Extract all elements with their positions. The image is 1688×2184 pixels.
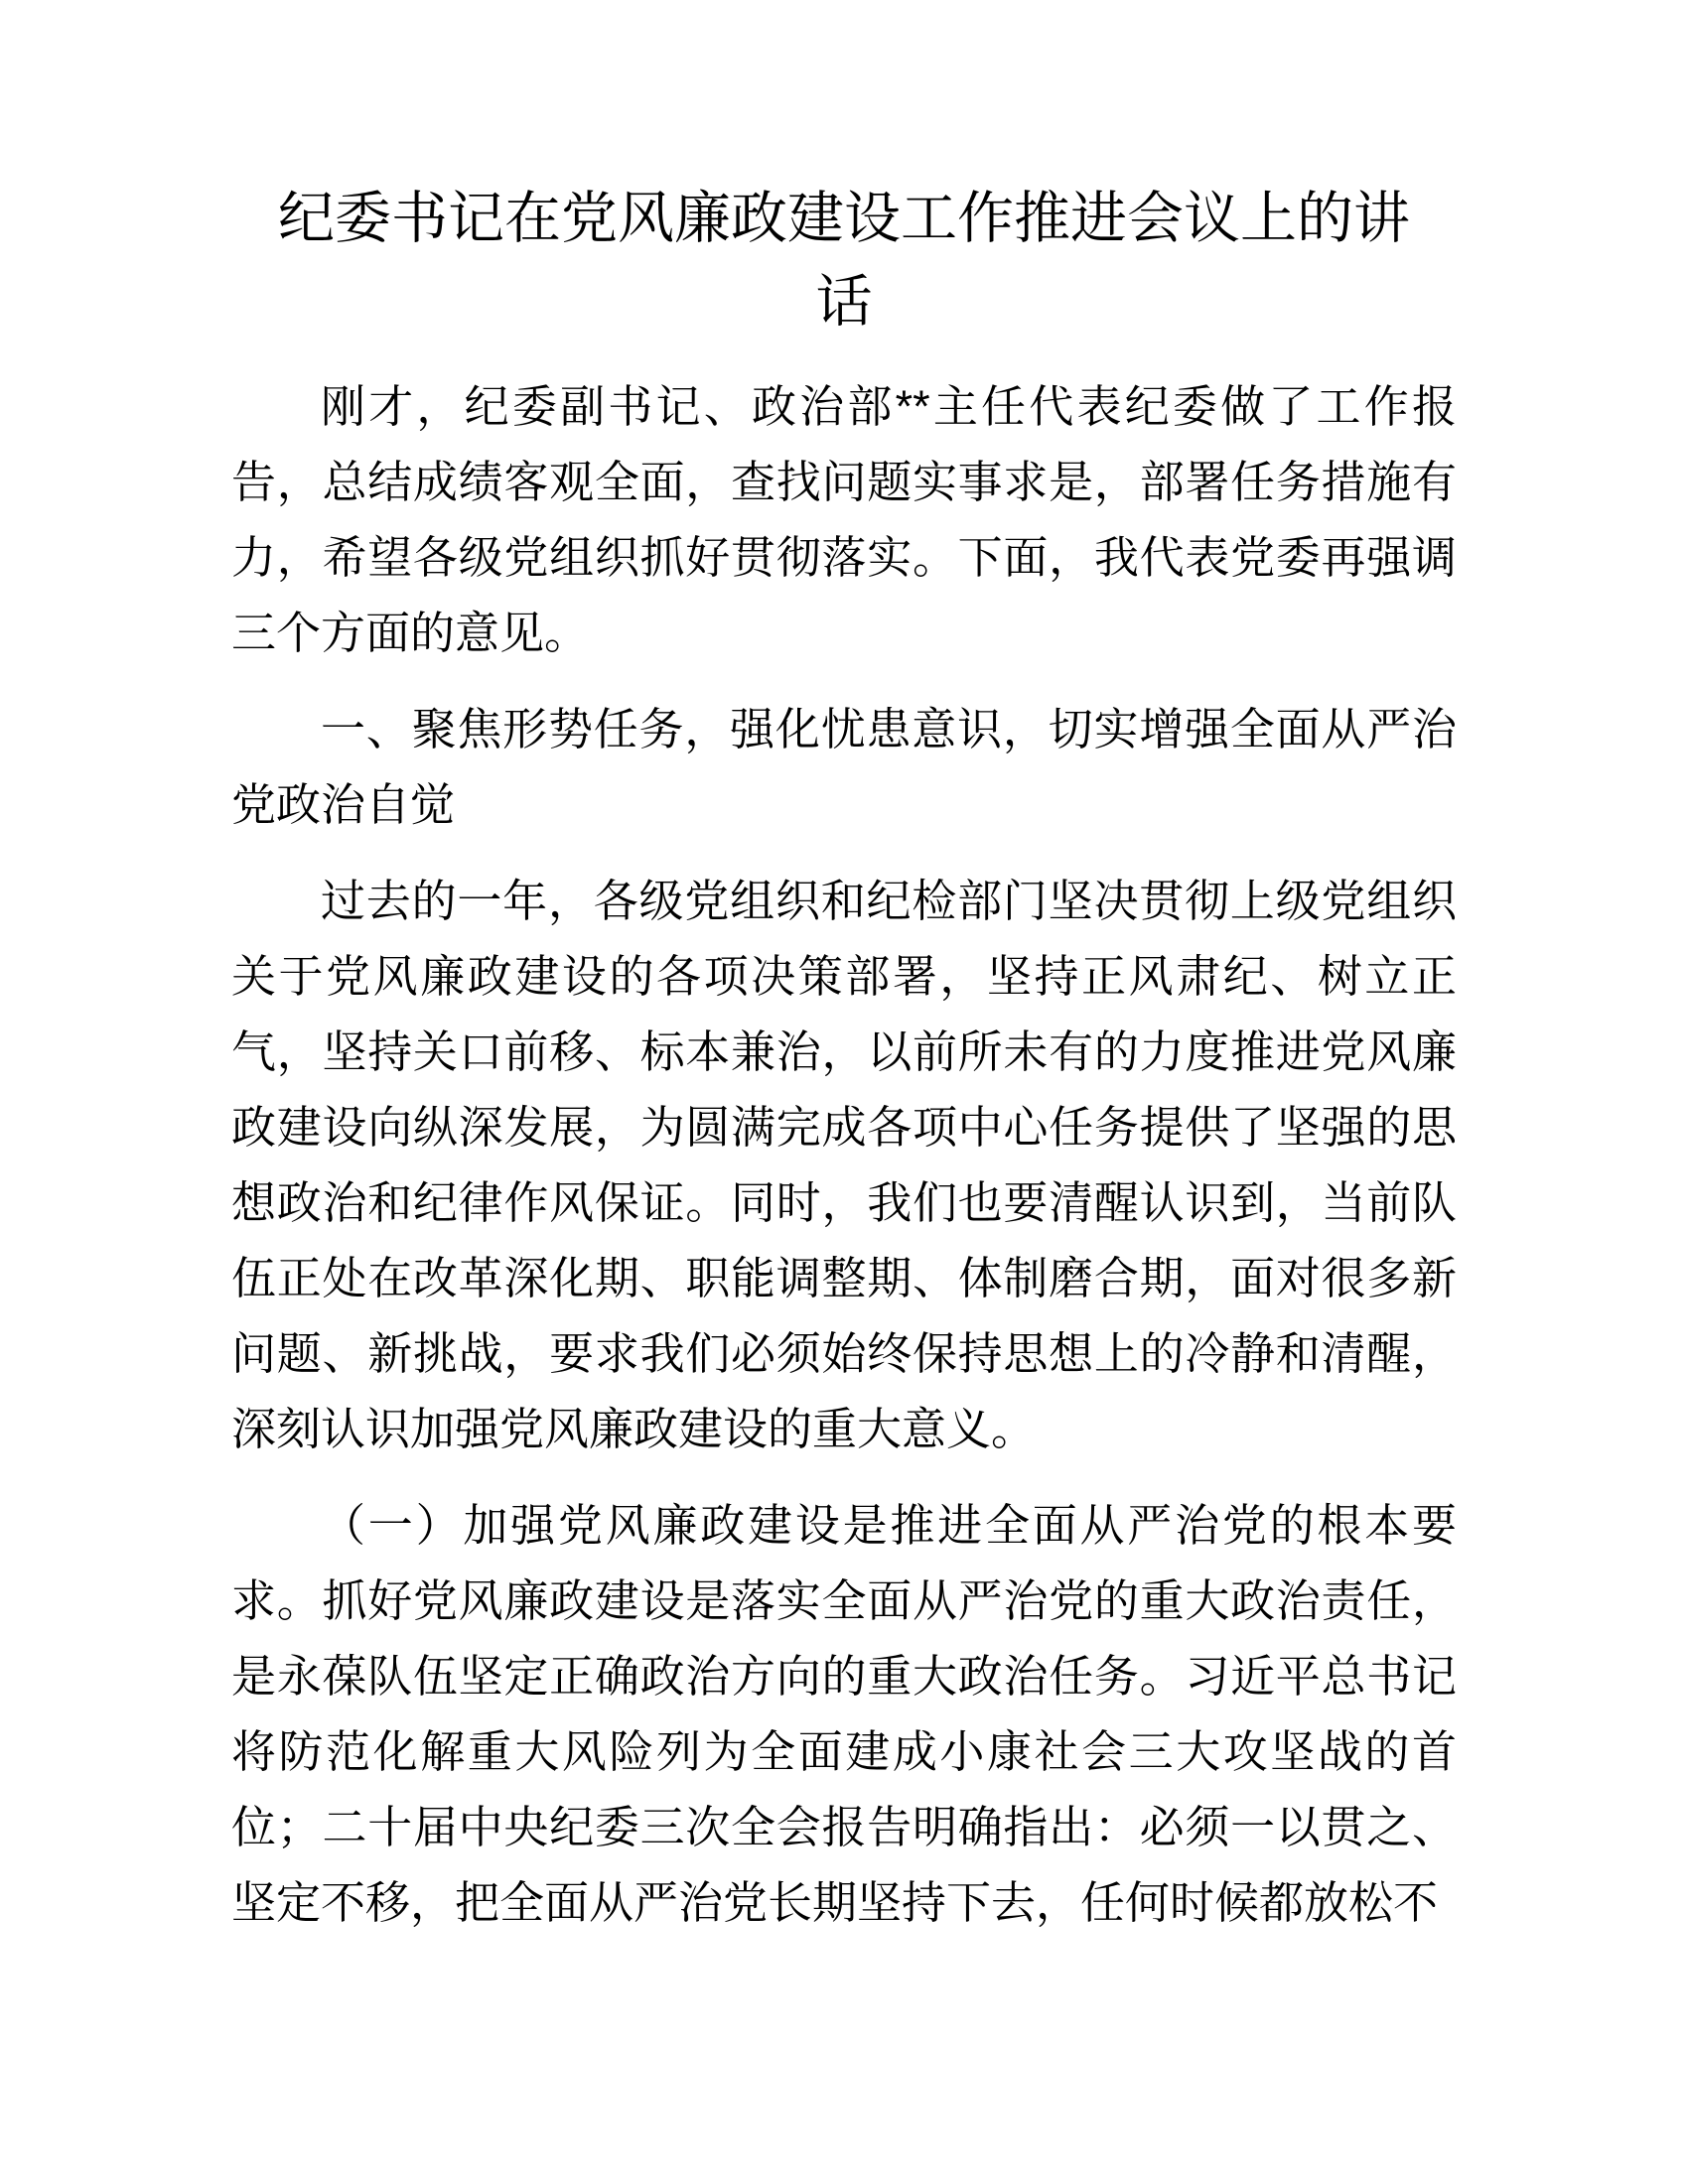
document-title [231, 177, 1457, 343]
document-title-line-1: 纪委书记在党风廉政建设工作推进会议上的讲 [278, 187, 1410, 250]
document-title-line-2: 话 [815, 270, 873, 334]
paragraph-section-1-overview: 过去的一年，各级党组织和纪检部门坚决贯彻上级党组织关于党风廉政建设的各项决策部署，坚持正风肃纪、树立正气，坚持关口前移、标本兼治，以前所未有的力度推进党风廉政建设向纵深发展，为圆满完成各项中心任务提供了坚强的思想政治和纪律作风保证。同时，我们也要清醒认识到，当前队伍正处在改革深化期、职能调整期、体制磨合期，面对很多新问题、新挑战，要求我们必须始终保持思想上的冷静和清醒，深刻认识加强党风廉政建设的重大意义。 [231, 876, 1457, 1454]
paragraph-intro: 刚才，纪委副书记、政治部**主任代表纪委做了工作报告，总结成绩客观全面，查找问题实事求是，部署任务措施有力，希望各级党组织抓好贯彻落实。下面，我代表党委再强调三个方面的意见。 [231, 381, 1457, 658]
section-heading-1: 一、聚焦形势任务，强化忧患意识，切实增强全面从严治党政治自觉 [231, 704, 1457, 830]
paragraph-subsection-1-1: （一）加强党风廉政建设是推进全面从严治党的根本要求。抓好党风廉政建设是落实全面从严治党的重大政治责任，是永葆队伍坚定正确政治方向的重大政治任务。习近平总书记将防范化解重大风险列为全面建成小康社会三大攻坚战的首位；二十届中央纪委三次全会报告明确指出：必须一以贯之、坚定不移，把全面从严治党长期坚持下去，任何时候都放松不 [231, 1500, 1457, 1928]
